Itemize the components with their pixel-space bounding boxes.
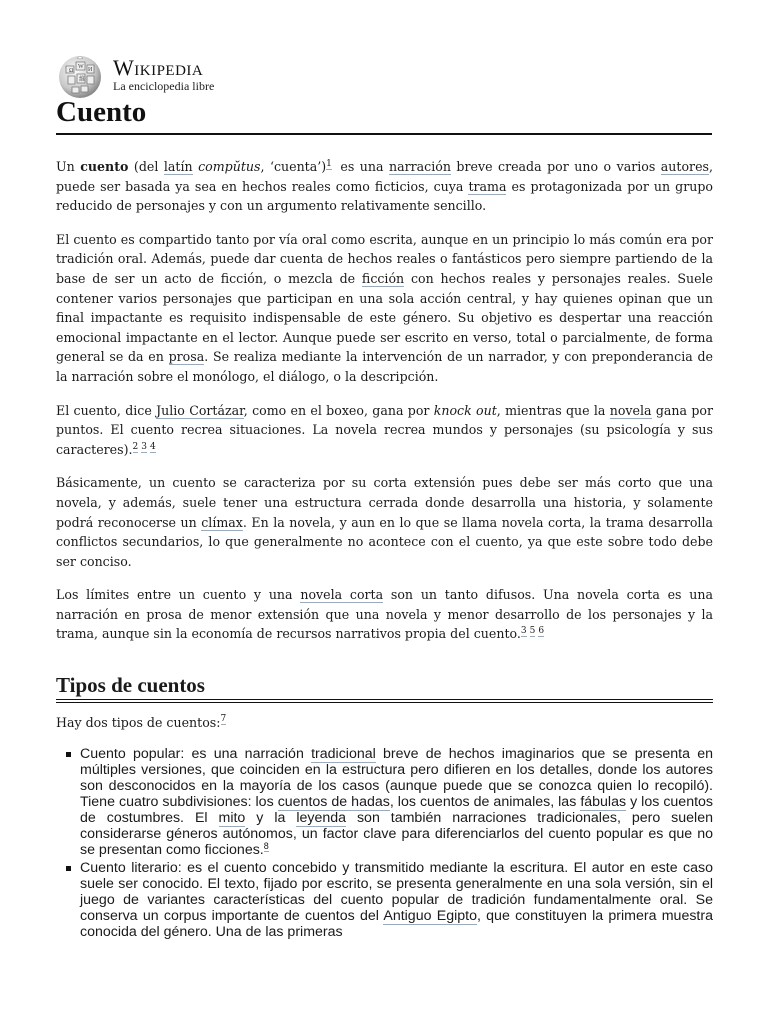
reference-5[interactable]: 5 — [529, 626, 536, 637]
page-title: Cuento — [56, 96, 712, 135]
link-prosa[interactable]: prosa — [168, 349, 205, 365]
svg-text:維: 維 — [79, 77, 86, 83]
section-heading-tipos: Tipos de cuentos — [56, 676, 713, 703]
link-narracion[interactable]: narración — [389, 159, 451, 174]
link-antiguo-egipto[interactable]: Antiguo Egipto — [383, 908, 477, 925]
reference-3[interactable]: 3 — [141, 441, 147, 452]
reference-6[interactable]: 6 — [538, 626, 545, 637]
paragraph-cortazar: El cuento, dice Julio Cortázar, como en el boxeo, gana por knock out, mientras que la novela gana por puntos. El cuento recrea situaciones. La novela recrea mundos y personajes (su psicología y sus caracteres).$^{2 3 4}$ — [56, 402, 713, 457]
reference-2[interactable]: 2 — [132, 441, 139, 452]
site-tagline: La enciclopedia libre — [113, 79, 215, 93]
list-item-cuento-literario: Cuento literario: es el cuento concebido y transmitido mediante la escritura. El autor en este caso suele ser conocido. El texto, fijado por escrito, se presenta generalmente en una sola versión, sin el juego de variantes características del cuento popular de tradición fundamentalmente oral. Se conserva un corpus importante de cuentos del Antiguo Egipto, que constituyen la primera muestra conocida del género. Una de las primeras — [80, 860, 713, 941]
paragraph-limites: Los límites entre un cuento y una novela corta son un tanto difusos. Una novela corta es una narración en prosa de menor extensión que una novela y menor desarrollo de los personajes y la trama, aunque sin la economía de recursos narrativos propia del cuento.$^{3 5 6}$ — [56, 587, 714, 642]
link-trama[interactable]: trama — [468, 178, 507, 194]
paragraph-tipos-intro: Hay dos tipos de cuentos:$^7$ — [56, 714, 227, 730]
link-latin[interactable]: latín — [163, 159, 193, 174]
link-novela[interactable]: novela — [609, 402, 652, 418]
link-julio-cortazar[interactable]: Julio Cortázar — [156, 402, 244, 418]
link-climax[interactable]: clímax — [201, 514, 243, 530]
reference-4[interactable]: 4 — [149, 441, 156, 452]
link-tradicional[interactable]: tradicional — [311, 746, 376, 763]
link-autores[interactable]: autores — [660, 159, 709, 174]
svg-text:И: И — [88, 67, 93, 73]
paragraph-intro: Un cuento (del latín compŭtus, ‘cuenta’)$^1$ es una narración breve creada por uno o varios autores, puede ser basada ya sea en hechos reales como ficticios, cuya trama es protagonizada por un grupo reducido de personajes y con un argumento relativamente sencillo. — [56, 158, 713, 214]
etymology-italic: compŭtus — [198, 159, 261, 174]
link-mito[interactable]: mito — [218, 810, 246, 827]
site-header — [56, 52, 716, 98]
link-novela-corta[interactable]: novela corta — [300, 587, 384, 603]
paragraph-caracteristicas: Básicamente, un cuento se caracteriza por su corta extensión pues debe ser más corto que una novela, y además, suele tener una estructura cerrada donde desarrolla una historia, y solamente podrá reconocerse un clímax. En la novela, y aun en lo que se llama novela corta, la trama desarrolla conflictos secundarios, lo que generalmente no acontece con el cuento, ya que este sobre todo debe ser conciso. — [56, 475, 713, 569]
article-body — [56, 157, 713, 942]
wikipedia-globe-logo-icon[interactable] — [56, 52, 104, 100]
site-wordmark[interactable]: Wikipedia — [113, 55, 204, 80]
paragraph-oral-escrita: El cuento es compartido tanto por vía oral como escrita, aunque en un principio lo más común era por tradición oral. Además, puede dar cuenta de hechos reales o fantásticos pero siempre partiendo de la base de ser un acto de ficción, o mezcla de ficción con hechos reales y personajes reales. Suele contener varios personajes que participan en una sola acción central, y hay quienes opinan que un final impactante es requisito indispensable de este género. Su objetivo es despertar una reacción emocional impactante en el lector. Aunque puede ser escrito en verso, total o parcialmente, de forma general se da en prosa. Se realiza mediante la intervención de un narrador, y con preponderancia de la narración sobre el monólogo, el diálogo, o la descripción. — [56, 231, 713, 384]
svg-text:W: W — [78, 64, 84, 70]
svg-text:Ω: Ω — [69, 68, 74, 74]
reference-3[interactable]: 3 — [520, 626, 527, 637]
reference-8[interactable]: 8 — [263, 840, 269, 851]
term-bold: cuento — [80, 159, 129, 174]
link-ficcion[interactable]: ficción — [361, 270, 405, 286]
link-leyenda[interactable]: leyenda — [296, 810, 347, 827]
link-cuentos-de-hadas[interactable]: cuentos de hadas — [277, 794, 390, 811]
list-item-cuento-popular: Cuento popular: es una narración tradicional breve de hechos imaginarios que se presenta en múltiples versiones, que coinciden en la estructura pero difieren en los detalles, donde los autores son desconocidos en la mayoría de los casos (aunque puede que se conozca quien lo recopiló). Tiene cuatro subdivisiones: los cuentos de hadas, los cuentos de animales, las fábulas y los cuentos de costumbres. El mito y la leyenda son también narraciones tradicionales, pero suelen considerarse géneros autónomos, un factor clave para diferenciarlos del cuento popular es que no se presentan como ficciones.$^8$ — [80, 746, 714, 859]
link-fabulas[interactable]: fábulas — [580, 794, 627, 811]
tipos-list — [56, 746, 713, 940]
phrase-italic: knock out — [433, 402, 497, 418]
reference-7[interactable]: 7 — [220, 714, 227, 725]
reference-1[interactable]: 1 — [326, 158, 332, 169]
